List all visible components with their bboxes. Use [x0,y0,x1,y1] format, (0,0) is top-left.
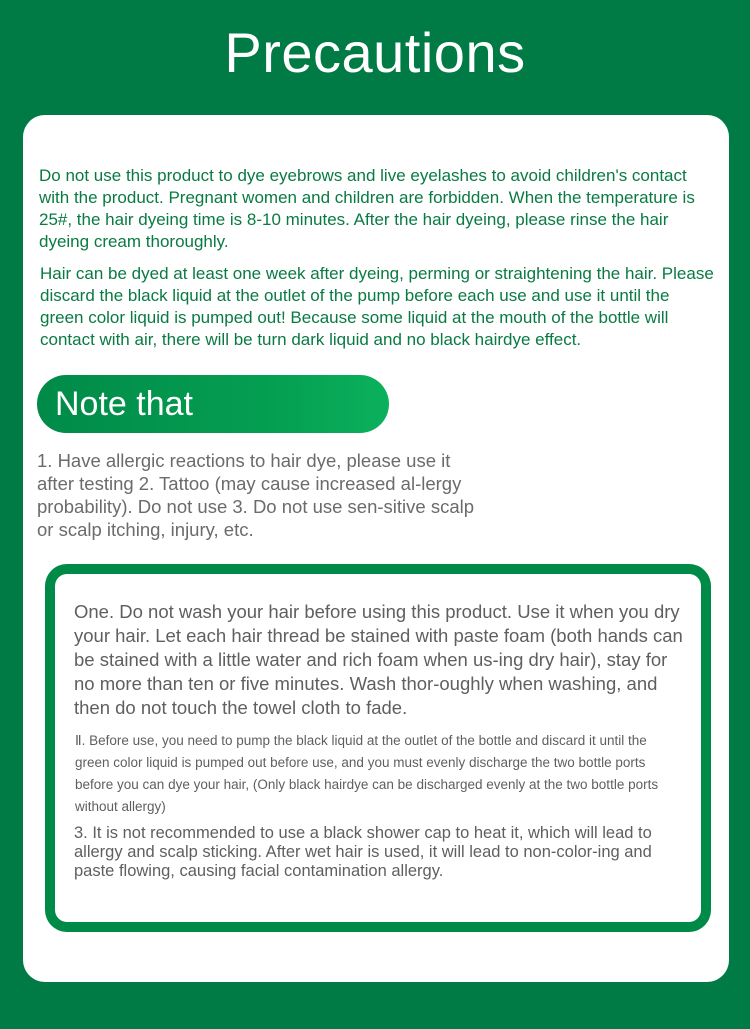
page-title: Precautions [224,21,526,84]
intro-paragraph-2: Hair can be dyed at least one week after dyeing, perming or straightening the hair. Please discard the black liquid at the outlet of the pump before each use and use it until the green color liquid is pumped out! Because some liquid at the mouth of the bottle will contact with air, there will be turn dark liquid and no black hairdye effect. [40,264,714,349]
instruction-item-3: 3. It is not recommended to use a black shower cap to heat it, which will lead to allergy and scalp sticking. After wet hair is used, it will lead to non-color-ing and paste flowing, causing facial contamination allergy. [74,824,652,880]
instructions-frame [45,564,711,932]
note-body: 1. Have allergic reactions to hair dye, please use it after testing 2. Tattoo (may cause increased al-lergy probability). Do not use 3. Do not use sen-sitive scalp or scalp itching, injury, etc. [37,450,475,540]
precautions-card [23,115,729,982]
instructions-box [55,574,701,922]
instruction-item-1: One. Do not wash your hair before using this product. Use it when you dry your hair. Let each hair thread be stained with paste foam (both hands can be stained with a little water and rich foam when us-ing dry hair), stay for no more than ten or five minutes. Wash thor-oughly when washing, and then do not touch the towel cloth to fade. [74,601,683,718]
instruction-item-2: Ⅱ. Before use, you need to pump the black liquid at the outlet of the bottle and discard it until the green color liquid is pumped out before use, and you must evenly discharge the two bottle ports before you can dye your hair, (Only black hairdye can be discharged evenly at the two bottle ports without allergy) [75,733,659,814]
note-heading-pill [37,375,389,433]
intro-paragraph-1: Do not use this product to dye eyebrows and live eyelashes to avoid children's contact with the product. Pregnant women and children are forbidden. When the temperature is 25#, the hair dyeing time is 8-10 minutes. After the hair dyeing, please rinse the hair dyeing cream thoroughly. [39,166,695,251]
note-heading: Note that [55,385,193,423]
